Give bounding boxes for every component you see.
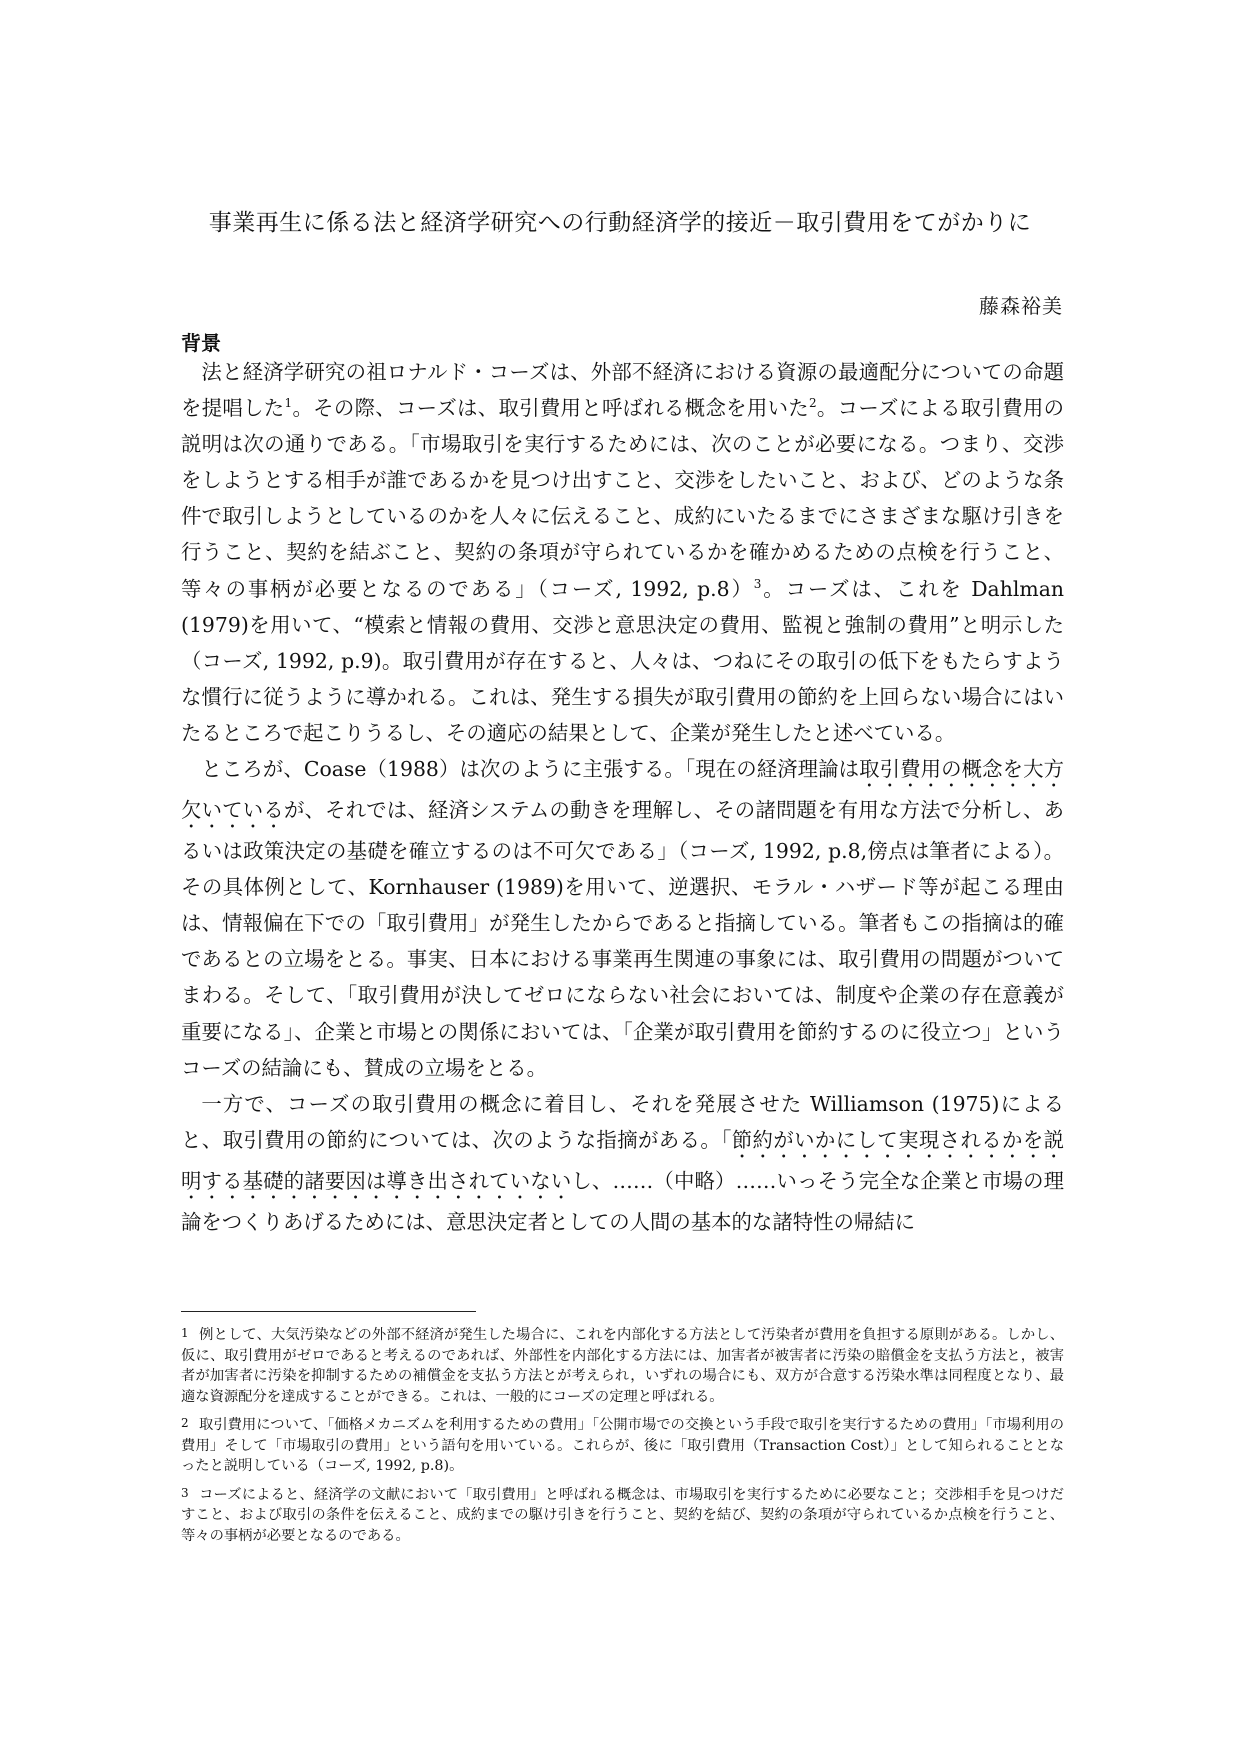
author-name: 藤森裕美 <box>979 294 1063 318</box>
paragraph-text: 。その際、コーズは、取引費用と呼ばれる概念を用いた <box>292 396 809 421</box>
paragraph-text: し、……（中略）……いっそう完全な企業と市場の理論をつくりあげるためには、意思決定者としての人間の基本的な諸特性の帰結に <box>181 1168 1065 1234</box>
paragraph-text: 法と経済学研究の祖ロナルド・コーズは、外部不経済における資源の最適配分についての命題を提唱した <box>181 360 1064 421</box>
footnote <box>181 1323 1064 1407</box>
footnote-number: 3 <box>181 1485 189 1500</box>
section-heading: 背景 <box>181 331 221 355</box>
footnote-ref[interactable]: 3 <box>753 576 762 591</box>
paragraph <box>181 354 1064 751</box>
footnote <box>181 1483 1064 1547</box>
footnote-text: コーズによると、経済学の文献において「取引費用」と呼ばれる概念は、市場取引を実行するために必要なこと；交渉相手を見つけだすこと、および取引の条件を伝えること、成約までの駆け引きを行うこと、契約を結び、契約の条項が守られているか点検を行うこと、等々の事柄が必要となるのである。 <box>181 1486 1064 1544</box>
footnote-text: 例として、大気汚染などの外部不経済が発生した場合に、これを内部化する方法として汚染者が費用を負担する原則がある。しかし、仮に、取引費用がゼロであると考えるのであれば、外部性を内部化する方法には、加害者が被害者に汚染の賠償金を支払う方法と，被害者が加害者に汚染を抑制するための補償金を支払う方法とが考えられ，いずれの場合にも、双方が合意する汚染水準は同程度となり、最適な資源配分を達成することができる。これは、一般的にコーズの定理と呼ばれる。 <box>181 1327 1064 1405</box>
footnotes <box>181 1323 1064 1552</box>
paragraph-text: ところが、Coase（1988）は次のように主張する。「現在の経済理論は <box>201 757 860 782</box>
footnote-ref[interactable]: 2 <box>808 396 817 411</box>
footnote <box>181 1413 1064 1477</box>
footnote-number: 1 <box>181 1326 189 1340</box>
emphasized-text: 取引費用の概念を大方欠いている <box>181 757 1064 823</box>
paragraph-text: 。コーズは、これを Dahlman (1979)を用いて、“模索と情報の費用、交渉と意思決定の費用、監視と強制の費用”と明示した（コーズ, 1992, p.9)。取引費用が存在すると、人々は、つねにその取引の低下をもたらすような慣行に従うように導かれる。これは、発生する損失が取引費用の節約を上回らない場合にはいたるところで起こりうるし、その適応の結果として、企業が発生したと述べている。 <box>181 576 1064 745</box>
paragraph <box>181 751 1064 1086</box>
paragraph <box>181 1086 1064 1240</box>
paragraph-text: 。コーズによる取引費用の説明は次の通りである。「市場取引を実行するためには、次のことが必要になる。つまり、交渉をしようとする相手が誰であるかを見つけ出すこと、交渉をしたいこと、および、どのような条件で取引しようとしているのかを人々に伝えること、成約にいたるまでにさまざまな駆け引きを行うこと、契約を結ぶこと、契約の条項が守られているかを確かめるための点検を行うこと、等々の事柄が必要となるのである」（コーズ, 1992, p.8） <box>181 396 1064 601</box>
emphasized-text: 節約がいかにして実現されるかを説明する基礎的諸要因は導き出されていない <box>181 1127 1065 1193</box>
paragraph-text: 一方で、コーズの取引費用の概念に着目し、それを発展させた Williamson (1975)によると、取引費用の節約については、次のような指摘がある。「 <box>181 1091 1064 1152</box>
footnote-divider <box>181 1311 476 1312</box>
body-text <box>181 354 1064 1240</box>
paragraph-text: が、それでは、経済システムの動きを理解し、その諸問題を有用な方法で分析し、あるいは政策決定の基礎を確立するのは不可欠である」（コーズ, 1992, p.8,傍点は筆者による）。その具体例として、Kornhauser (1989)を用いて、逆選択、モラル・ハザード等が起こる理由は、情報偏在下での「取引費用」が発生したからであると指摘している。筆者もこの指摘は的確であるとの立場をとる。事実、日本における事業再生関連の事象には、取引費用の問題がついてまわる。そして、「取引費用が決してゼロにならない社会においては、制度や企業の存在意義が重要になる」、企業と市場との関係においては、「企業が取引費用を節約するのに役立つ」というコーズの結論にも、賛成の立場をとる。 <box>181 798 1064 1080</box>
footnote-number: 2 <box>181 1416 189 1430</box>
paper-title: 事業再生に係る法と経済学研究への行動経済学的接近－取引費用をてがかりに <box>208 210 1032 236</box>
footnote-ref[interactable]: 1 <box>284 396 293 411</box>
footnote-text: 取引費用について、「価格メカニズムを利用するための費用」「公開市場での交換という手段で取引を実行するための費用」「市場利用の費用」そして「市場取引の費用」という語句を用いている。これらが、後に「取引費用（Transaction Cost）」として知られることとなったと説明している（コーズ, 1992, p.8)。 <box>181 1417 1064 1474</box>
